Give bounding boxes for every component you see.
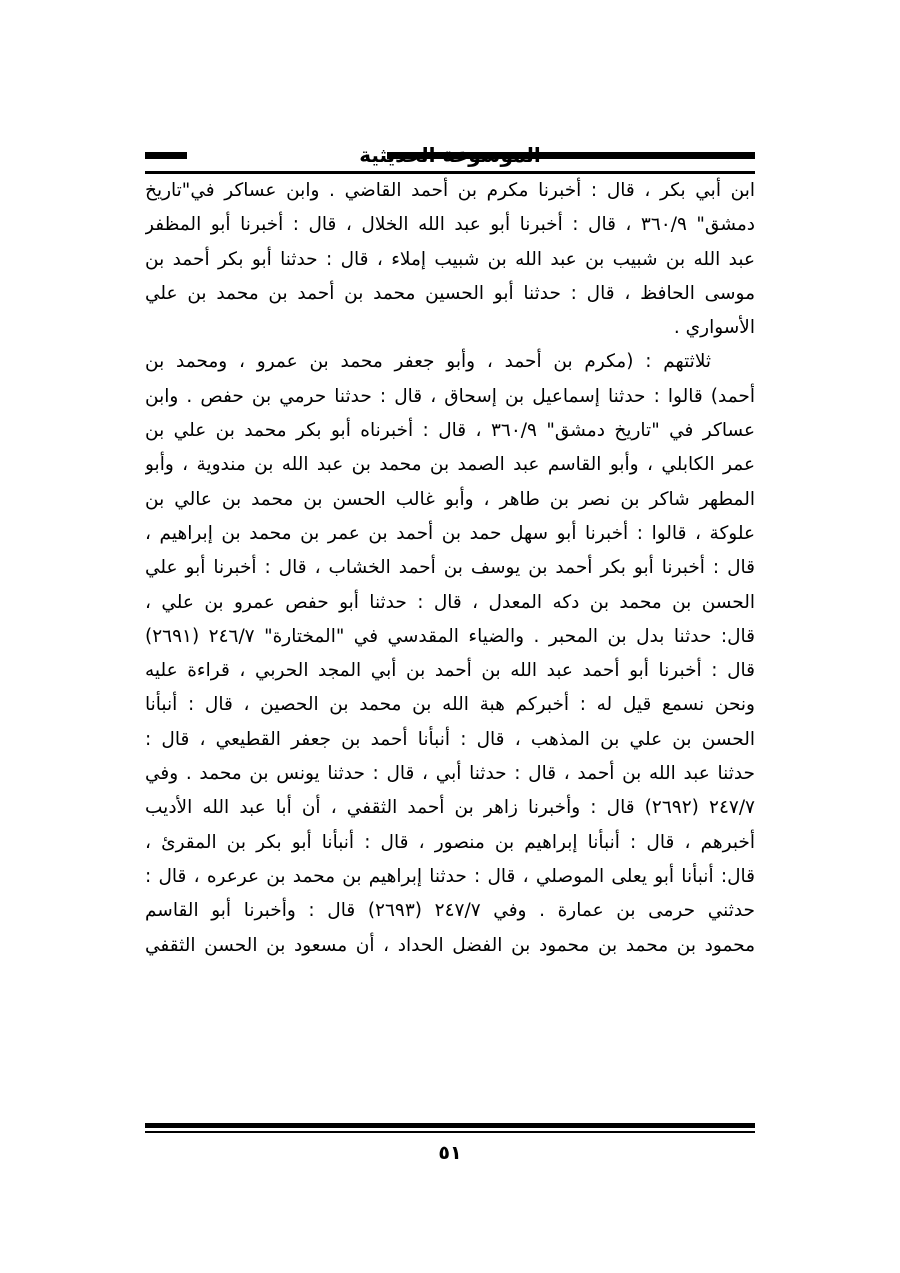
text-line: حدثني حرمى بن عمارة . وفي ٢٤٧/٧ (٢٦٩٣) قال : وأخبرنا أبو القاسم	[145, 900, 755, 922]
text-line: المطهر شاكر بن نصر بن طاهر ، وأبو غالب الحسن بن محمد بن عالي بن	[145, 488, 755, 510]
text-line: موسى الحافظ ، قال : حدثنا أبو الحسين محمد بن أحمد بن محمد بن علي	[145, 282, 755, 304]
text-line: الحسن بن محمد بن دكه المعدل ، قال : حدثنا أبو حفص عمرو بن علي ،	[145, 591, 755, 613]
running-header	[145, 140, 755, 174]
text-line: عبد الله بن شبيب بن عبد الله بن شبيب إملاء ، قال : حدثنا أبو بكر أحمد بن	[145, 248, 755, 270]
text-line: عمر الكابلي ، وأبو القاسم عبد الصمد بن محمد بن عبد الله بن مندوية ، وأبو	[145, 454, 755, 476]
body-text	[145, 174, 755, 963]
text-line: قال : أخبرنا أبو بكر أحمد بن يوسف بن أحمد الخشاب ، قال : أخبرنا أبو علي	[145, 557, 755, 579]
text-line: حدثنا عبد الله بن أحمد ، قال : حدثنا أبي ، قال : حدثنا يونس بن محمد . وفي	[145, 763, 755, 785]
text-line: أخبرهم ، قال : أنبأنا إبراهيم بن منصور ، قال : أنبأنا أبو بكر بن المقرئ ،	[145, 831, 755, 853]
text-line: ثلاثتهم : (مكرم بن أحمد ، وأبو جعفر محمد بن عمرو ، ومحمد بن	[145, 351, 711, 373]
text-line: أحمد) قالوا : حدثنا إسماعيل بن إسحاق ، قال : حدثنا حرمي بن حفص . وابن	[145, 385, 755, 407]
text-line: ابن أبي بكر ، قال : أخبرنا مكرم بن أحمد القاضي . وابن عساكر في"تاريخ	[145, 180, 755, 201]
text-line: عساكر في "تاريخ دمشق" ٣٦٠/٩ ، قال : أخبرناه أبو بكر محمد بن علي بن	[145, 420, 755, 442]
text-line: ونحن نسمع قيل له : أخبركم هبة الله بن محمد بن الحصين ، قال : أنبأنا	[145, 694, 755, 716]
text-line: ٢٤٧/٧ (٢٦٩٢) قال : وأخبرنا زاهر بن أحمد الثقفي ، أن أبا عبد الله الأديب	[145, 797, 755, 819]
text-line: دمشق" ٣٦٠/٩ ، قال : أخبرنا أبو عبد الله الخلال ، قال : أخبرنا أبو المظفر	[145, 214, 755, 236]
page-number: ٥١	[438, 1142, 462, 1164]
text-line: الأسواري .	[673, 317, 755, 339]
footer-rule-thick	[145, 1123, 755, 1128]
text-line: محمود بن محمد بن محمود بن الفضل الحداد ، أن مسعود بن الحسن الثقفي	[145, 934, 755, 956]
text-line: قال : أخبرنا أبو أحمد عبد الله بن أحمد بن أبي المجد الحربي ، قراءة عليه	[145, 660, 755, 682]
text-line: علوكة ، قالوا : أخبرنا أبو سهل حمد بن أحمد بن عمر بن محمد بن إبراهيم ،	[145, 522, 755, 544]
text-line: قال: أنبأنا أبو يعلى الموصلي ، قال : حدثنا إبراهيم بن محمد بن عرعره ، قال :	[145, 865, 755, 887]
header-title: الموسوعة الحديثية	[359, 143, 541, 167]
text-line: قال: حدثنا بدل بن المحبر . والضياء المقدسي في "المختارة" ٢٤٦/٧ (٢٦٩١)	[145, 625, 755, 647]
footer-rule-thin	[145, 1131, 755, 1133]
text-line: الحسن بن علي بن المذهب ، قال : أنبأنا أحمد بن جعفر القطيعي ، قال :	[145, 728, 755, 750]
